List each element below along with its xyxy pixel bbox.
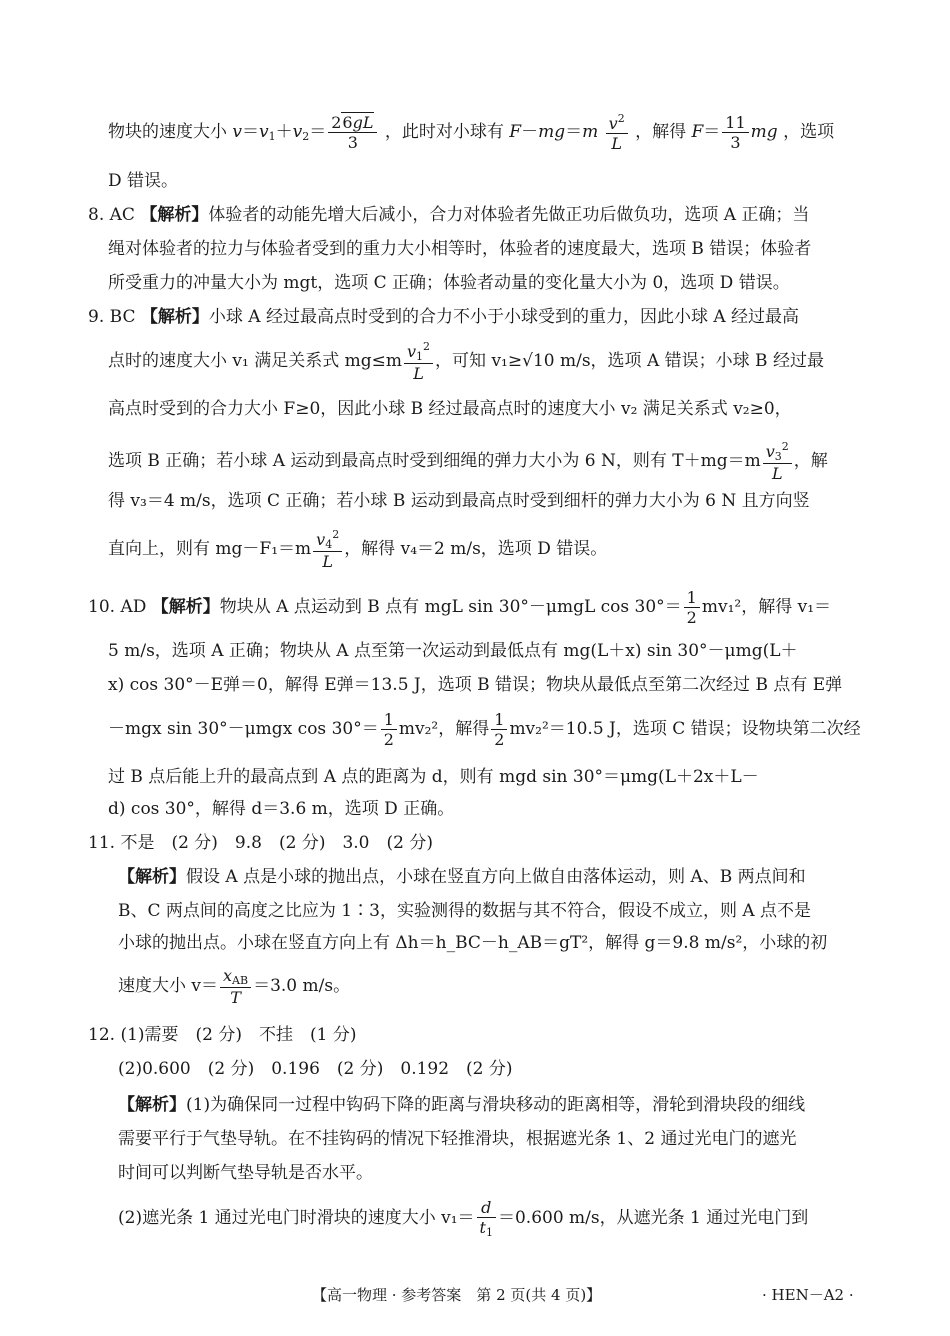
q11-line-1: [118, 862, 806, 887]
q12-analysis-tag: 【解析】: [118, 1095, 186, 1115]
q12-number: 12.: [88, 1025, 116, 1045]
q11-line-2: B、C 两点间的高度之比应为 1∶3，实验测得的数据与其不符合，假设不成立，则 A 点不是: [118, 901, 812, 921]
q11-line-3: 小球的抛出点。小球在竖直方向上有 Δh＝h_BC－h_AB＝gT²，解得 g＝9.8 m/s²，小球的初: [118, 933, 828, 953]
q11-answers: 不是 (2 分) 9.8 (2 分) 3.0 (2 分): [120, 833, 433, 853]
q9-answer: BC: [109, 307, 136, 327]
q10-text-4c: mv₂²＝10.5 J，选项 C 错误；设物块第二次经: [509, 719, 861, 740]
q10-line-6: d) cos 30°，解得 d＝3.6 m，选项 D 正确。: [108, 799, 455, 819]
q7-formula-f: F－mg＝m $\frac{v^2}{L}$: [509, 122, 629, 142]
q8-text-1: 体验者的动能先增大后减小，合力对体验者先做正功后做负功，选项 A 正确；当: [208, 205, 810, 225]
q9-line-1: [88, 302, 799, 327]
q8-line-3: 所受重力的冲量大小为 mgt，选项 C 正确；体验者动量的变化量大小为 0，选项 D 错误。: [108, 273, 790, 293]
q9-number: 9.: [88, 307, 105, 327]
q8-answer: AC: [109, 205, 135, 225]
q12-answer-2: (2)0.600 (2 分) 0.196 (2 分) 0.192 (2 分): [118, 1059, 513, 1079]
q9-frac-v1: $\frac{v_1^2}{L}$: [404, 340, 433, 383]
q11-text-4b: ＝3.0 m/s。: [253, 976, 351, 997]
q9-text-2a: 点时的速度大小 v₁ 满足关系式 mg≤m: [108, 351, 402, 372]
q10-line-3: x) cos 30°－E弹＝0，解得 E弹＝13.5 J，选项 B 错误；物块从最低点至第二次经过 B 点有 E弹: [108, 675, 843, 695]
q9-text-4a: 选项 B 正确；若小球 A 运动到最高点时受到细绳的弹力大小为 6 N，则有 T＋mg＝m: [108, 451, 761, 472]
q12-line-2: 需要平行于气垫导轨。在不挂钩码的情况下轻推滑块，根据遮光条 1、2 通过光电门的遮光: [118, 1129, 797, 1149]
q10-text-4b: mv₂²，解得: [398, 719, 490, 740]
q8-analysis-tag: 【解析】: [140, 205, 209, 225]
q10-text-1a: 物块从 A 点运动到 B 点有 mgL sin 30°－μmgL cos 30°＝: [219, 597, 682, 618]
q9-text-1: 小球 A 经过最高点时受到的合力不小于小球受到的重力，因此小球 A 经过最高: [208, 307, 800, 327]
q11-text-4a: 速度大小 v＝: [118, 976, 219, 997]
page-footer-code: · HEN－A2 ·: [762, 1286, 854, 1304]
q10-line-1: [88, 588, 831, 627]
q11-number: 11.: [88, 833, 116, 853]
q10-line-5: 过 B 点后能上升的最高点到 A 点的距离为 d，则有 mgd sin 30°＝μmg(L＋2x＋L－: [108, 767, 759, 787]
q7-text-b: ，此时对小球有: [384, 122, 510, 143]
q10-number: 10.: [88, 597, 116, 618]
q10-frac-half-1: $\frac{1}{2}$: [684, 588, 700, 627]
q12-text-1: (1)为确保同一过程中钩码下降的距离与滑块移动的距离相等，滑轮到滑块段的细线: [186, 1095, 806, 1115]
q10-frac-half-2: $\frac{1}{2}$: [381, 710, 397, 749]
q12-line-3: 时间可以判断气垫导轨是否水平。: [118, 1163, 373, 1183]
q10-line-4: [108, 710, 861, 749]
q12-text-4b: ＝0.600 m/s，从遮光条 1 通过光电门到: [497, 1208, 809, 1229]
q7-line-2: D 错误。: [108, 171, 179, 191]
q11-frac-v: $\frac{x_{AB}}{T}$: [220, 966, 251, 1007]
page-footer-label: 【高一物理 · 参考答案 第 2 页(共 4 页)】: [312, 1286, 602, 1304]
q9-text-4b: ，解: [793, 451, 828, 472]
q9-line-3: 高点时受到的合力大小 F≥0，因此小球 B 经过最高点时的速度大小 v₂ 满足关系式 v₂≥0，: [108, 399, 792, 419]
q11-line-4: [118, 966, 350, 1007]
q10-line-2: 5 m/s，选项 A 正确；物块从 A 点至第一次运动到最低点有 mg(L＋x) sin 30°－μmg(L＋: [108, 641, 798, 661]
q11-line-0: [88, 828, 433, 853]
q9-line-2: [108, 340, 824, 383]
q9-analysis-tag: 【解析】: [140, 307, 209, 327]
q9-text-6b: ，解得 v₄＝2 m/s，选项 D 错误。: [344, 539, 608, 560]
q9-line-5: 得 v₃＝4 m/s，选项 C 正确；若小球 B 运动到最高点时受到细杆的弹力大小为 6 N 且方向竖: [108, 491, 810, 511]
q7-text-d: ，选项: [783, 122, 835, 143]
q12-text-4a: (2)遮光条 1 通过光电门时滑块的速度大小 v₁＝: [118, 1208, 475, 1229]
q7-line-1: [108, 112, 834, 153]
q7-formula-result: F＝ $\frac{11}{3}$ mg: [691, 113, 778, 153]
q10-text-4a: －mgx sin 30°－μmgx cos 30°＝: [108, 719, 379, 740]
q9-frac-v3: $\frac{v_3^2}{L}$: [763, 440, 792, 483]
q10-text-1b: mv₁²，解得 v₁＝: [701, 597, 832, 618]
q10-frac-half-3: $\frac{1}{2}$: [491, 710, 507, 749]
q12-answer-1: (1)需要 (2 分) 不挂 (1 分): [120, 1025, 357, 1045]
q12-frac-d-t1: $\frac{d}{t_1}$: [477, 1198, 496, 1239]
q12-line-4: [118, 1198, 808, 1239]
q11-text-1: 假设 A 点是小球的抛出点，小球在竖直方向上做自由落体运动，则 A、B 两点间和: [186, 867, 806, 887]
q11-analysis-tag: 【解析】: [118, 867, 186, 887]
q8-number: 8.: [88, 205, 105, 225]
q7-text-a: 物块的速度大小: [108, 122, 233, 143]
q12-line-1: [118, 1090, 805, 1115]
q8-line-1: [88, 200, 809, 225]
q9-frac-v4: $\frac{v_4^2}{L}$: [313, 528, 342, 571]
q9-line-4: [108, 440, 828, 483]
q9-text-6a: 直向上，则有 mg－F₁＝m: [108, 539, 312, 560]
q9-line-6: [108, 528, 607, 571]
q7-text-c: ，解得: [635, 122, 692, 143]
q7-formula-v: $v=v_1+v_2=$ $\frac{26gL}{3}$: [232, 122, 379, 142]
q12-line-0: [88, 1020, 357, 1045]
q10-answer: AD: [120, 597, 147, 618]
q9-text-2b: ，可知 v₁≥√10 m/s，选项 A 错误；小球 B 经过最: [435, 351, 824, 372]
q10-analysis-tag: 【解析】: [151, 597, 220, 618]
q8-line-2: 绳对体验者的拉力与体验者受到的重力大小相等时，体验者的速度最大，选项 B 错误；体验者: [108, 239, 812, 259]
